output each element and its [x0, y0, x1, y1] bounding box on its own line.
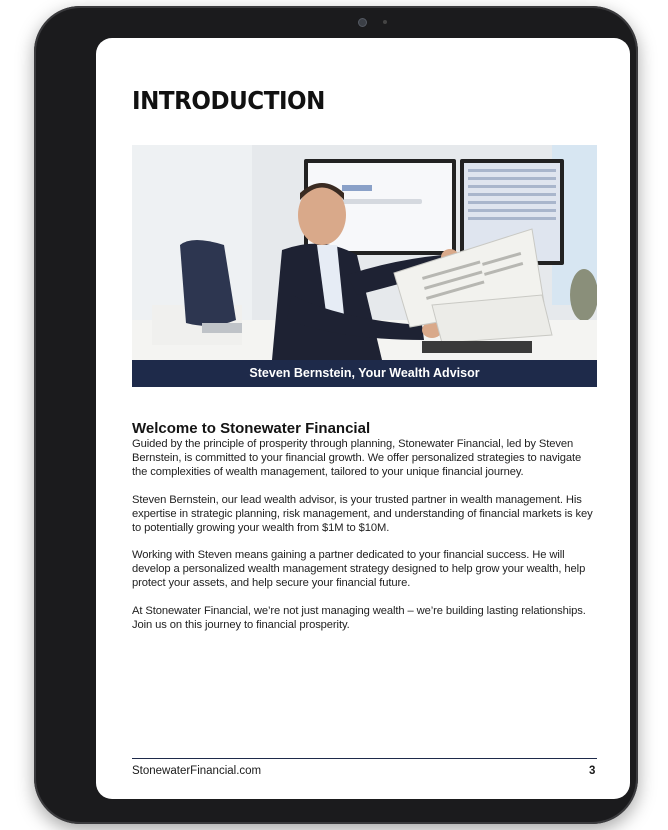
paragraph: At Stonewater Financial, we’re not just managing wealth – we’re building lasting relationships. Join us on this journey to financial prosperity. [132, 605, 586, 632]
page-title: INTRODUCTION [132, 86, 325, 115]
tablet-device [34, 6, 638, 824]
page-number: 3 [589, 765, 596, 777]
camera-icon [358, 18, 367, 27]
paragraph: Working with Steven means gaining a partner dedicated to your financial success. He will develop a personalized wealth management strategy designed to help grow your wealth, help protect your assets, and help secure your financial future. [132, 549, 586, 590]
intro-content [132, 420, 597, 647]
sensor-dot [383, 20, 387, 24]
section-heading: Welcome to Stonewater Financial [132, 420, 371, 437]
footer-divider [132, 758, 597, 759]
paragraph: Guided by the principle of prosperity through planning, Stonewater Financial, led by Steven Bernstein, is committed to your financial growth. We offer personalized strategies to navigate the complexities of wealth management, tailored to your unique financial journey. [132, 438, 582, 478]
tablet-screen [96, 38, 630, 799]
paragraph: Steven Bernstein, our lead wealth advisor, is your trusted partner in wealth management. His expertise in strategic planning, risk management, and understanding of financial markets is key to potentially growing your wealth from $1M to $10M. [132, 493, 593, 534]
photo-caption: Steven Bernstein, Your Wealth Advisor [132, 360, 597, 387]
footer-website: StonewaterFinancial.com [132, 765, 262, 777]
advisor-photo [132, 145, 597, 360]
